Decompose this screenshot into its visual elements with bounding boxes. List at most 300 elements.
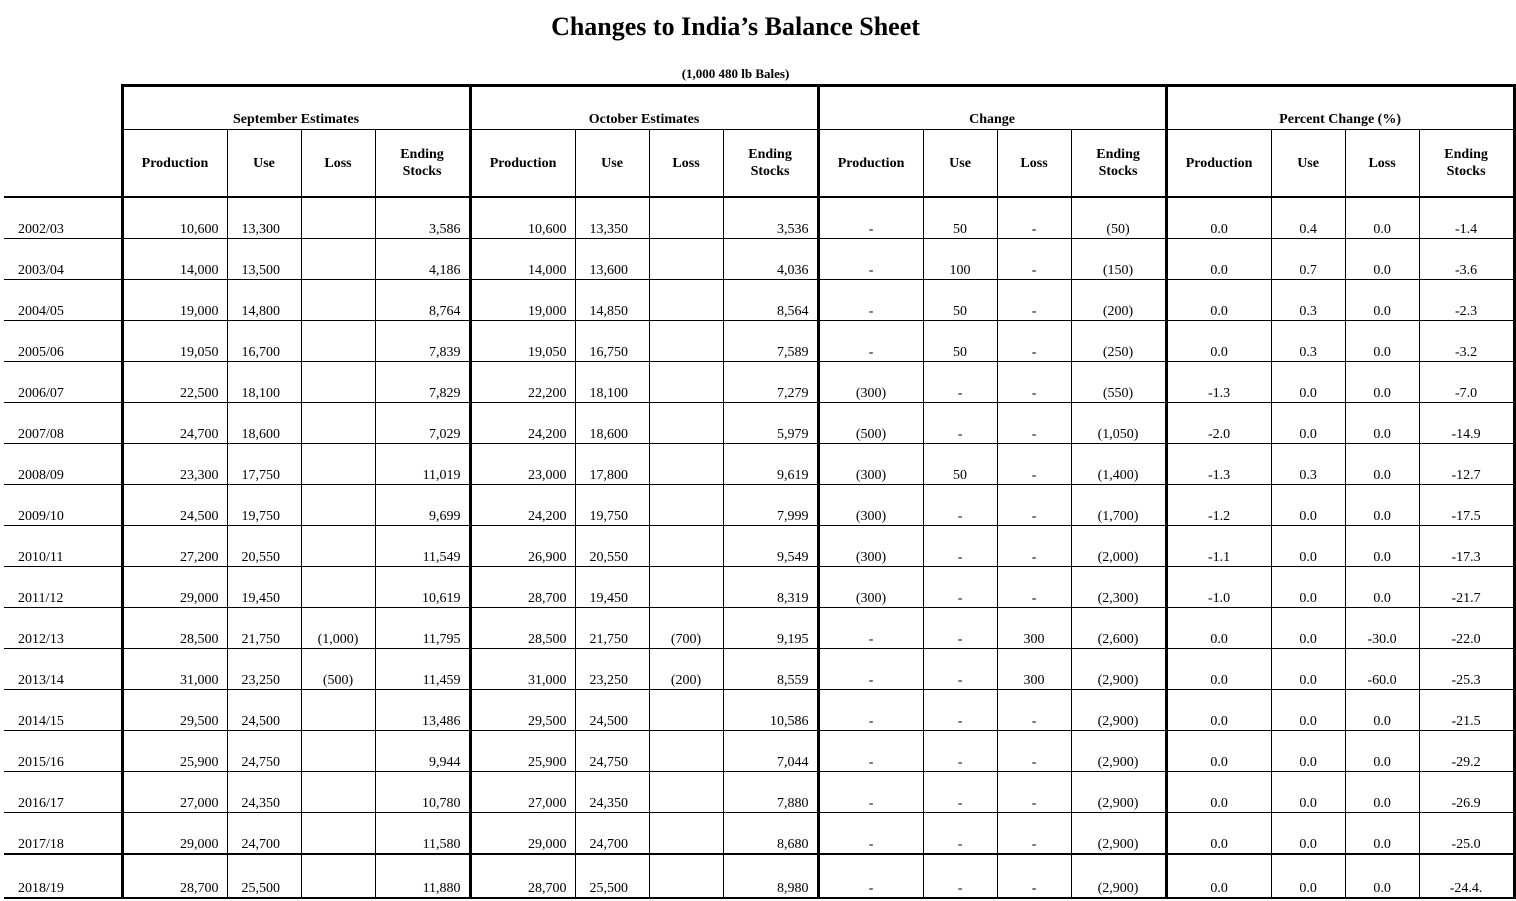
oct-ending-stocks-cell: 10,586 <box>723 690 818 731</box>
pct-loss-cell: 0.0 <box>1345 403 1419 444</box>
oct-ending-stocks-cell: 3,536 <box>723 197 818 239</box>
pct-use-cell: 0.3 <box>1271 321 1345 362</box>
column-header-ending-stocks: Ending Stocks <box>375 130 470 198</box>
chg-loss-cell: - <box>997 772 1071 813</box>
table-body <box>4 197 1514 898</box>
chg-ending-stocks-cell: (1,700) <box>1071 485 1166 526</box>
oct-use-cell: 14,850 <box>575 280 649 321</box>
sep-loss-cell <box>301 280 375 321</box>
corner-cell <box>4 86 122 130</box>
sep-production-cell: 27,200 <box>122 526 227 567</box>
oct-use-cell: 13,350 <box>575 197 649 239</box>
oct-production-cell: 28,700 <box>470 567 575 608</box>
chg-use-cell: 50 <box>923 280 997 321</box>
sep-ending-stocks-cell: 4,186 <box>375 239 470 280</box>
chg-production-cell: - <box>818 649 923 690</box>
chg-loss-cell: - <box>997 197 1071 239</box>
column-header-use: Use <box>227 130 301 198</box>
column-header-production: Production <box>1166 130 1271 198</box>
pct-production-cell: -1.3 <box>1166 444 1271 485</box>
group-header-september: September Estimates <box>122 86 470 130</box>
chg-loss-cell: - <box>997 403 1071 444</box>
oct-ending-stocks-cell: 9,549 <box>723 526 818 567</box>
pct-ending-stocks-cell: -29.2 <box>1419 731 1514 772</box>
pct-use-cell: 0.7 <box>1271 239 1345 280</box>
sep-loss-cell <box>301 567 375 608</box>
pct-production-cell: -2.0 <box>1166 403 1271 444</box>
sep-use-cell: 16,700 <box>227 321 301 362</box>
pct-ending-stocks-cell: -3.2 <box>1419 321 1514 362</box>
sep-ending-stocks-cell: 11,795 <box>375 608 470 649</box>
oct-loss-cell <box>649 485 723 526</box>
sep-use-cell: 21,750 <box>227 608 301 649</box>
chg-ending-stocks-cell: (1,400) <box>1071 444 1166 485</box>
chg-ending-stocks-cell: (2,600) <box>1071 608 1166 649</box>
oct-ending-stocks-cell: 7,999 <box>723 485 818 526</box>
year-cell: 2018/19 <box>4 854 122 898</box>
oct-ending-stocks-cell: 8,564 <box>723 280 818 321</box>
pct-loss-cell: 0.0 <box>1345 690 1419 731</box>
pct-use-cell: 0.0 <box>1271 649 1345 690</box>
chg-loss-cell: - <box>997 526 1071 567</box>
pct-production-cell: 0.0 <box>1166 239 1271 280</box>
pct-ending-stocks-cell: -22.0 <box>1419 608 1514 649</box>
table-row <box>4 485 1514 526</box>
pct-ending-stocks-cell: -21.5 <box>1419 690 1514 731</box>
oct-loss-cell <box>649 403 723 444</box>
column-header-row <box>4 130 1514 198</box>
pct-use-cell: 0.0 <box>1271 403 1345 444</box>
pct-use-cell: 0.0 <box>1271 854 1345 898</box>
pct-use-cell: 0.0 <box>1271 690 1345 731</box>
year-cell: 2015/16 <box>4 731 122 772</box>
table-row <box>4 526 1514 567</box>
table-row <box>4 813 1514 855</box>
chg-use-cell: - <box>923 485 997 526</box>
chg-ending-stocks-cell: (2,900) <box>1071 731 1166 772</box>
table-row <box>4 321 1514 362</box>
oct-ending-stocks-cell: 8,559 <box>723 649 818 690</box>
sep-loss-cell <box>301 854 375 898</box>
chg-production-cell: - <box>818 813 923 855</box>
oct-ending-stocks-cell: 7,880 <box>723 772 818 813</box>
pct-ending-stocks-cell: -14.9 <box>1419 403 1514 444</box>
oct-use-cell: 13,600 <box>575 239 649 280</box>
sep-ending-stocks-cell: 11,459 <box>375 649 470 690</box>
pct-loss-cell: 0.0 <box>1345 444 1419 485</box>
chg-production-cell: (300) <box>818 485 923 526</box>
chg-ending-stocks-cell: (150) <box>1071 239 1166 280</box>
sep-production-cell: 24,500 <box>122 485 227 526</box>
pct-ending-stocks-cell: -26.9 <box>1419 772 1514 813</box>
chg-ending-stocks-cell: (2,900) <box>1071 649 1166 690</box>
oct-loss-cell <box>649 772 723 813</box>
oct-production-cell: 24,200 <box>470 403 575 444</box>
sep-loss-cell <box>301 239 375 280</box>
pct-ending-stocks-cell: -12.7 <box>1419 444 1514 485</box>
table-row <box>4 772 1514 813</box>
pct-use-cell: 0.0 <box>1271 362 1345 403</box>
oct-production-cell: 23,000 <box>470 444 575 485</box>
pct-production-cell: -1.0 <box>1166 567 1271 608</box>
chg-production-cell: (300) <box>818 444 923 485</box>
year-cell: 2017/18 <box>4 813 122 855</box>
year-cell: 2014/15 <box>4 690 122 731</box>
column-header-production: Production <box>470 130 575 198</box>
column-header-production: Production <box>818 130 923 198</box>
oct-use-cell: 20,550 <box>575 526 649 567</box>
chg-loss-cell: - <box>997 854 1071 898</box>
sep-ending-stocks-cell: 11,549 <box>375 526 470 567</box>
sep-production-cell: 29,000 <box>122 567 227 608</box>
year-cell: 2005/06 <box>4 321 122 362</box>
oct-ending-stocks-cell: 7,044 <box>723 731 818 772</box>
oct-production-cell: 19,000 <box>470 280 575 321</box>
sep-use-cell: 13,300 <box>227 197 301 239</box>
pct-loss-cell: 0.0 <box>1345 567 1419 608</box>
table-row <box>4 362 1514 403</box>
oct-production-cell: 25,900 <box>470 731 575 772</box>
oct-loss-cell <box>649 239 723 280</box>
oct-use-cell: 24,750 <box>575 731 649 772</box>
sep-ending-stocks-cell: 3,586 <box>375 197 470 239</box>
chg-use-cell: 50 <box>923 444 997 485</box>
sep-loss-cell: (1,000) <box>301 608 375 649</box>
oct-production-cell: 28,500 <box>470 608 575 649</box>
oct-ending-stocks-cell: 8,680 <box>723 813 818 855</box>
sep-loss-cell <box>301 485 375 526</box>
sep-use-cell: 24,700 <box>227 813 301 855</box>
pct-use-cell: 0.0 <box>1271 526 1345 567</box>
pct-loss-cell: 0.0 <box>1345 362 1419 403</box>
pct-ending-stocks-cell: -1.4 <box>1419 197 1514 239</box>
chg-ending-stocks-cell: (250) <box>1071 321 1166 362</box>
pct-loss-cell: 0.0 <box>1345 772 1419 813</box>
year-cell: 2006/07 <box>4 362 122 403</box>
chg-use-cell: - <box>923 567 997 608</box>
sep-production-cell: 14,000 <box>122 239 227 280</box>
sep-use-cell: 24,750 <box>227 731 301 772</box>
pct-production-cell: 0.0 <box>1166 280 1271 321</box>
column-header-use: Use <box>575 130 649 198</box>
sep-use-cell: 18,600 <box>227 403 301 444</box>
pct-use-cell: 0.0 <box>1271 485 1345 526</box>
pct-ending-stocks-cell: -3.6 <box>1419 239 1514 280</box>
sep-loss-cell <box>301 362 375 403</box>
pct-loss-cell: 0.0 <box>1345 854 1419 898</box>
pct-ending-stocks-cell: -25.0 <box>1419 813 1514 855</box>
year-cell: 2009/10 <box>4 485 122 526</box>
table-row <box>4 690 1514 731</box>
column-header-use: Use <box>923 130 997 198</box>
column-header-use: Use <box>1271 130 1345 198</box>
chg-use-cell: - <box>923 362 997 403</box>
sep-ending-stocks-cell: 11,880 <box>375 854 470 898</box>
pct-ending-stocks-cell: -17.3 <box>1419 526 1514 567</box>
chg-use-cell: - <box>923 731 997 772</box>
chg-ending-stocks-cell: (2,000) <box>1071 526 1166 567</box>
chg-production-cell: (300) <box>818 526 923 567</box>
sep-production-cell: 19,050 <box>122 321 227 362</box>
oct-use-cell: 19,450 <box>575 567 649 608</box>
pct-use-cell: 0.0 <box>1271 731 1345 772</box>
pct-production-cell: 0.0 <box>1166 772 1271 813</box>
sep-production-cell: 28,500 <box>122 608 227 649</box>
pct-loss-cell: 0.0 <box>1345 731 1419 772</box>
oct-production-cell: 26,900 <box>470 526 575 567</box>
sep-ending-stocks-cell: 7,829 <box>375 362 470 403</box>
chg-loss-cell: 300 <box>997 608 1071 649</box>
year-cell: 2007/08 <box>4 403 122 444</box>
oct-production-cell: 14,000 <box>470 239 575 280</box>
pct-loss-cell: 0.0 <box>1345 485 1419 526</box>
pct-ending-stocks-cell: -17.5 <box>1419 485 1514 526</box>
sep-production-cell: 27,000 <box>122 772 227 813</box>
pct-loss-cell: 0.0 <box>1345 280 1419 321</box>
year-cell: 2003/04 <box>4 239 122 280</box>
chg-use-cell: - <box>923 649 997 690</box>
chg-loss-cell: - <box>997 813 1071 855</box>
sep-ending-stocks-cell: 11,019 <box>375 444 470 485</box>
year-cell: 2013/14 <box>4 649 122 690</box>
chg-ending-stocks-cell: (550) <box>1071 362 1166 403</box>
sep-use-cell: 14,800 <box>227 280 301 321</box>
oct-production-cell: 19,050 <box>470 321 575 362</box>
column-header-loss: Loss <box>997 130 1071 198</box>
pct-production-cell: -1.3 <box>1166 362 1271 403</box>
chg-production-cell: - <box>818 690 923 731</box>
table-row <box>4 649 1514 690</box>
sep-ending-stocks-cell: 7,029 <box>375 403 470 444</box>
chg-production-cell: - <box>818 731 923 772</box>
pct-loss-cell: 0.0 <box>1345 321 1419 362</box>
chg-use-cell: - <box>923 813 997 855</box>
column-header-ending-stocks: Ending Stocks <box>723 130 818 198</box>
chg-use-cell: - <box>923 403 997 444</box>
pct-ending-stocks-cell: -2.3 <box>1419 280 1514 321</box>
chg-ending-stocks-cell: (2,900) <box>1071 772 1166 813</box>
balance-sheet-table <box>4 84 1516 899</box>
chg-loss-cell: - <box>997 239 1071 280</box>
column-header-loss: Loss <box>649 130 723 198</box>
chg-loss-cell: - <box>997 690 1071 731</box>
oct-use-cell: 23,250 <box>575 649 649 690</box>
chg-use-cell: - <box>923 690 997 731</box>
oct-use-cell: 24,700 <box>575 813 649 855</box>
pct-loss-cell: -30.0 <box>1345 608 1419 649</box>
oct-loss-cell <box>649 813 723 855</box>
oct-ending-stocks-cell: 8,980 <box>723 854 818 898</box>
chg-loss-cell: - <box>997 567 1071 608</box>
sep-use-cell: 17,750 <box>227 444 301 485</box>
sep-production-cell: 29,000 <box>122 813 227 855</box>
pct-production-cell: 0.0 <box>1166 731 1271 772</box>
sep-loss-cell <box>301 772 375 813</box>
oct-production-cell: 24,200 <box>470 485 575 526</box>
pct-use-cell: 0.3 <box>1271 444 1345 485</box>
table-row <box>4 239 1514 280</box>
table-row <box>4 854 1514 898</box>
chg-loss-cell: - <box>997 485 1071 526</box>
pct-use-cell: 0.0 <box>1271 772 1345 813</box>
pct-use-cell: 0.0 <box>1271 608 1345 649</box>
sep-ending-stocks-cell: 11,580 <box>375 813 470 855</box>
sep-ending-stocks-cell: 9,699 <box>375 485 470 526</box>
oct-loss-cell <box>649 690 723 731</box>
chg-use-cell: 100 <box>923 239 997 280</box>
oct-loss-cell: (200) <box>649 649 723 690</box>
oct-ending-stocks-cell: 4,036 <box>723 239 818 280</box>
chg-production-cell: - <box>818 280 923 321</box>
chg-ending-stocks-cell: (200) <box>1071 280 1166 321</box>
oct-use-cell: 24,500 <box>575 690 649 731</box>
chg-production-cell: - <box>818 772 923 813</box>
oct-production-cell: 22,200 <box>470 362 575 403</box>
pct-loss-cell: 0.0 <box>1345 526 1419 567</box>
chg-use-cell: - <box>923 526 997 567</box>
oct-loss-cell: (700) <box>649 608 723 649</box>
sep-use-cell: 13,500 <box>227 239 301 280</box>
oct-loss-cell <box>649 362 723 403</box>
sep-ending-stocks-cell: 9,944 <box>375 731 470 772</box>
oct-loss-cell <box>649 444 723 485</box>
pct-ending-stocks-cell: -7.0 <box>1419 362 1514 403</box>
oct-use-cell: 25,500 <box>575 854 649 898</box>
group-header-row <box>4 86 1514 130</box>
year-cell: 2004/05 <box>4 280 122 321</box>
year-cell: 2008/09 <box>4 444 122 485</box>
pct-ending-stocks-cell: -25.3 <box>1419 649 1514 690</box>
pct-use-cell: 0.4 <box>1271 197 1345 239</box>
sep-loss-cell <box>301 403 375 444</box>
year-cell: 2016/17 <box>4 772 122 813</box>
sep-use-cell: 24,500 <box>227 690 301 731</box>
sep-production-cell: 22,500 <box>122 362 227 403</box>
group-header-change: Change <box>818 86 1166 130</box>
table-row <box>4 731 1514 772</box>
oct-use-cell: 24,350 <box>575 772 649 813</box>
pct-production-cell: 0.0 <box>1166 690 1271 731</box>
sep-production-cell: 23,300 <box>122 444 227 485</box>
sep-production-cell: 10,600 <box>122 197 227 239</box>
sep-production-cell: 24,700 <box>122 403 227 444</box>
sep-use-cell: 19,450 <box>227 567 301 608</box>
oct-loss-cell <box>649 526 723 567</box>
oct-ending-stocks-cell: 9,195 <box>723 608 818 649</box>
column-header-production: Production <box>122 130 227 198</box>
sep-loss-cell <box>301 197 375 239</box>
sep-loss-cell <box>301 690 375 731</box>
table-row <box>4 444 1514 485</box>
oct-ending-stocks-cell: 9,619 <box>723 444 818 485</box>
sep-production-cell: 29,500 <box>122 690 227 731</box>
chg-production-cell: - <box>818 321 923 362</box>
oct-ending-stocks-cell: 7,589 <box>723 321 818 362</box>
chg-ending-stocks-cell: (50) <box>1071 197 1166 239</box>
sep-loss-cell <box>301 813 375 855</box>
chg-loss-cell: - <box>997 731 1071 772</box>
sep-use-cell: 24,350 <box>227 772 301 813</box>
sep-loss-cell <box>301 321 375 362</box>
sep-loss-cell <box>301 444 375 485</box>
chg-production-cell: - <box>818 608 923 649</box>
chg-loss-cell: 300 <box>997 649 1071 690</box>
chg-use-cell: - <box>923 608 997 649</box>
units-subtitle: (1,000 480 lb Bales) <box>681 66 790 81</box>
chg-production-cell: - <box>818 239 923 280</box>
pct-production-cell: 0.0 <box>1166 854 1271 898</box>
chg-ending-stocks-cell: (2,900) <box>1071 854 1166 898</box>
pct-loss-cell: 0.0 <box>1345 239 1419 280</box>
sep-loss-cell <box>301 731 375 772</box>
column-header-ending-stocks: Ending Stocks <box>1071 130 1166 198</box>
table-row <box>4 197 1514 239</box>
table-row <box>4 608 1514 649</box>
chg-ending-stocks-cell: (2,900) <box>1071 813 1166 855</box>
sep-production-cell: 25,900 <box>122 731 227 772</box>
chg-ending-stocks-cell: (1,050) <box>1071 403 1166 444</box>
oct-loss-cell <box>649 321 723 362</box>
sep-use-cell: 25,500 <box>227 854 301 898</box>
column-header-ending-stocks: Ending Stocks <box>1419 130 1514 198</box>
pct-production-cell: 0.0 <box>1166 197 1271 239</box>
oct-production-cell: 27,000 <box>470 772 575 813</box>
pct-production-cell: 0.0 <box>1166 813 1271 855</box>
chg-loss-cell: - <box>997 321 1071 362</box>
sep-use-cell: 18,100 <box>227 362 301 403</box>
pct-ending-stocks-cell: -21.7 <box>1419 567 1514 608</box>
chg-use-cell: - <box>923 854 997 898</box>
oct-use-cell: 16,750 <box>575 321 649 362</box>
sep-ending-stocks-cell: 13,486 <box>375 690 470 731</box>
group-header-percent-change: Percent Change (%) <box>1166 86 1514 130</box>
sep-use-cell: 20,550 <box>227 526 301 567</box>
page-title: Changes to India’s Balance Sheet <box>551 12 920 41</box>
column-header-loss: Loss <box>1345 130 1419 198</box>
oct-production-cell: 29,000 <box>470 813 575 855</box>
sep-production-cell: 31,000 <box>122 649 227 690</box>
table-row <box>4 280 1514 321</box>
oct-production-cell: 31,000 <box>470 649 575 690</box>
chg-loss-cell: - <box>997 280 1071 321</box>
sep-loss-cell: (500) <box>301 649 375 690</box>
oct-use-cell: 18,100 <box>575 362 649 403</box>
oct-loss-cell <box>649 567 723 608</box>
oct-loss-cell <box>649 731 723 772</box>
table-row <box>4 567 1514 608</box>
corner-cell <box>4 130 122 198</box>
chg-production-cell: (500) <box>818 403 923 444</box>
oct-production-cell: 29,500 <box>470 690 575 731</box>
oct-production-cell: 10,600 <box>470 197 575 239</box>
pct-loss-cell: 0.0 <box>1345 197 1419 239</box>
column-header-loss: Loss <box>301 130 375 198</box>
oct-use-cell: 17,800 <box>575 444 649 485</box>
oct-loss-cell <box>649 854 723 898</box>
chg-use-cell: 50 <box>923 197 997 239</box>
oct-ending-stocks-cell: 7,279 <box>723 362 818 403</box>
year-cell: 2012/13 <box>4 608 122 649</box>
sep-ending-stocks-cell: 10,780 <box>375 772 470 813</box>
chg-loss-cell: - <box>997 444 1071 485</box>
group-header-october: October Estimates <box>470 86 818 130</box>
oct-loss-cell <box>649 280 723 321</box>
oct-loss-cell <box>649 197 723 239</box>
pct-production-cell: -1.1 <box>1166 526 1271 567</box>
table-row <box>4 403 1514 444</box>
chg-ending-stocks-cell: (2,300) <box>1071 567 1166 608</box>
pct-production-cell: -1.2 <box>1166 485 1271 526</box>
